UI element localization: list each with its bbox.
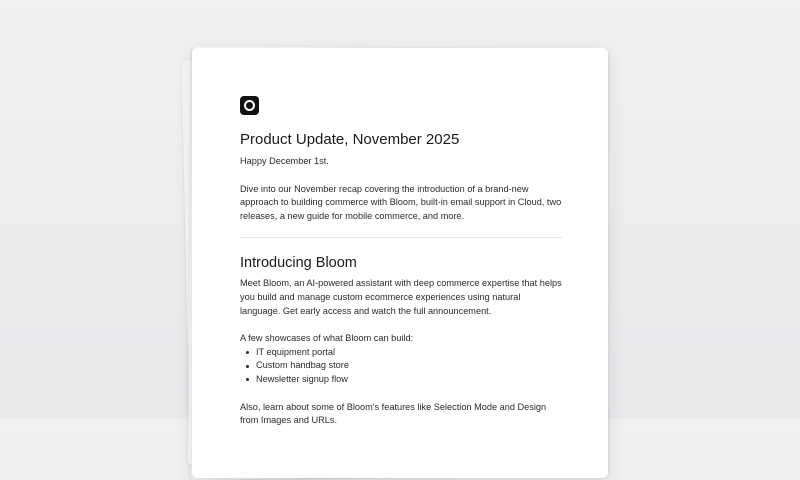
greeting-text: Happy December 1st. (240, 156, 329, 166)
also-paragraph: Also, learn about some of Bloom's features like Selection Mode and Design from Images and URLs. (240, 401, 547, 426)
bloom-logo-icon (240, 96, 259, 115)
intro-paragraph: Dive into our November recap covering the introduction of a brand-new approach to building commerce with Bloom, built-in email support in Cloud, two releases, a new guide for mobile commerce, and more. (240, 183, 562, 221)
list-item: Newsletter signup flow (256, 373, 562, 387)
logo-ring (244, 100, 255, 111)
list-item: Custom handbag store (256, 359, 562, 373)
section-paragraph: Meet Bloom, an AI-powered assistant with deep commerce expertise that helps you build and manage custom ecommerce experiences using natural language. Get early access and watch the full announcement. (240, 278, 562, 316)
newsletter-content (240, 96, 562, 428)
showcase-list (240, 346, 562, 387)
section-heading: Introducing Bloom (240, 255, 357, 272)
showcase-lead-text: A few showcases of what Bloom can build: (240, 333, 414, 344)
page-title: Product Update, November 2025 (240, 131, 460, 148)
list-item: IT equipment portal (256, 346, 562, 360)
newsletter-page (192, 48, 608, 478)
section-divider (240, 237, 562, 238)
